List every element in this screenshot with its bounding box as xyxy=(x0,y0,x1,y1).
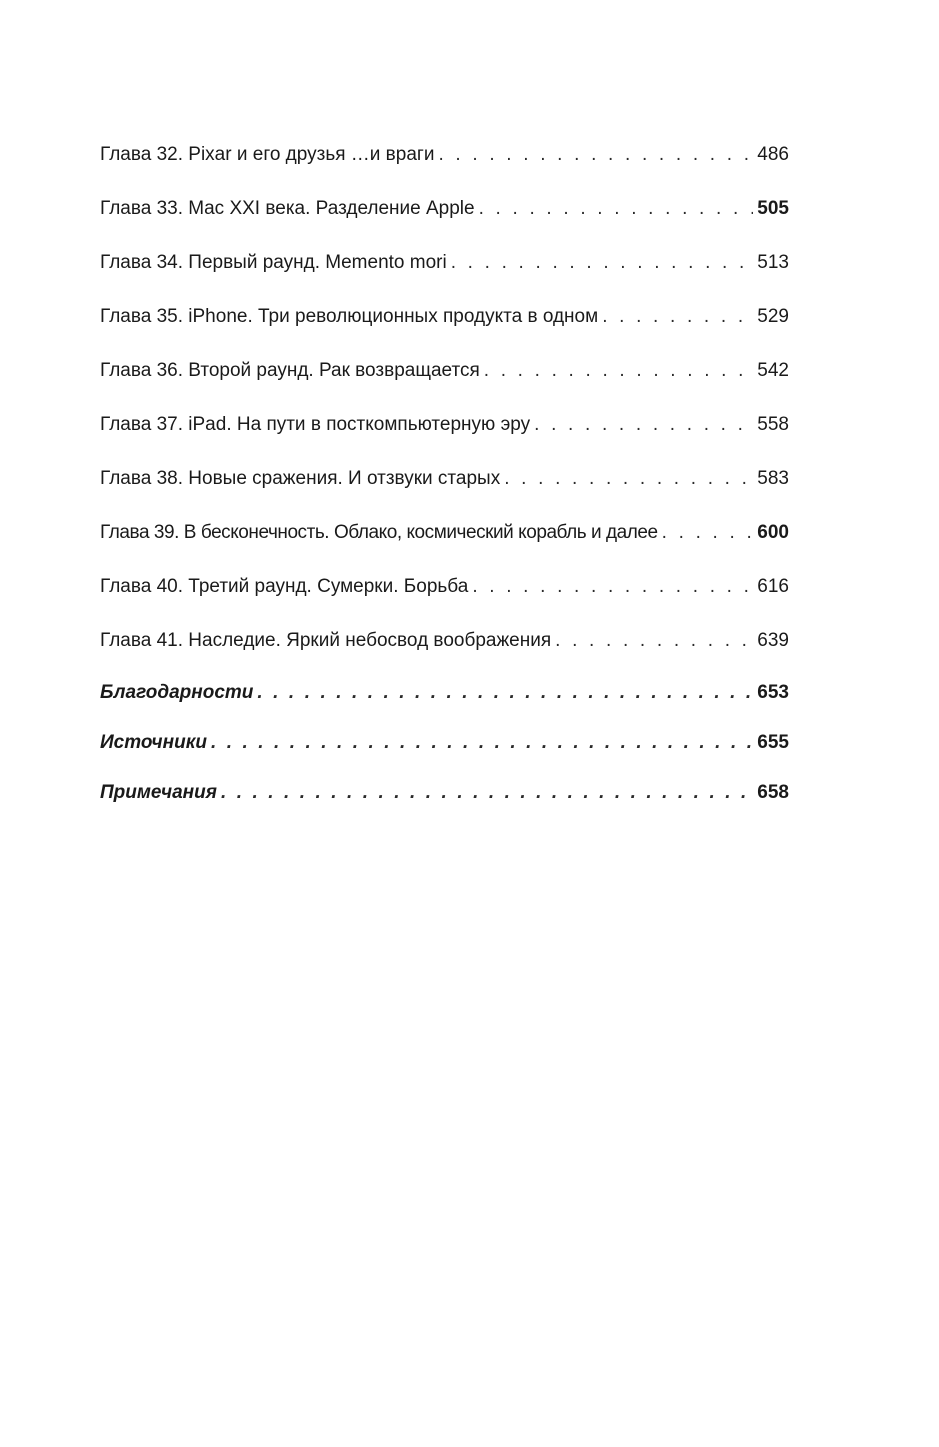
toc-leader-dots xyxy=(479,194,754,224)
toc-entry-title: Глава 34. Первый раунд. Memento mori xyxy=(100,252,447,273)
toc-entry-chapter-32 xyxy=(100,140,789,170)
toc-entry-title: Глава 38. Новые сражения. И отзвуки старых xyxy=(100,468,501,489)
toc-entry-page: 658 xyxy=(757,782,789,803)
toc-leader-dots xyxy=(602,302,753,332)
table-of-contents xyxy=(100,140,789,828)
toc-entry-page: 616 xyxy=(757,576,789,597)
toc-entry-page: 583 xyxy=(757,468,789,489)
toc-entry-title: Глава 32. Pixar и его друзья …и враги xyxy=(100,144,435,165)
toc-leader-dots xyxy=(534,410,753,440)
toc-entry-chapter-36 xyxy=(100,356,789,386)
toc-entry-chapter-34 xyxy=(100,248,789,278)
toc-entry-acknowledgements xyxy=(100,678,789,708)
toc-entry-title: Глава 39. В бесконечность. Облако, космический корабль и далее xyxy=(100,522,658,543)
toc-entry-chapter-40 xyxy=(100,572,789,602)
toc-entry-chapter-38 xyxy=(100,464,789,494)
toc-entry-page: 655 xyxy=(757,732,789,753)
toc-entry-title: Глава 37. iPad. На пути в посткомпьютерную эру xyxy=(100,414,531,435)
toc-entry-title: Источники xyxy=(100,732,207,753)
toc-entry-page: 558 xyxy=(757,414,789,435)
toc-leader-dots xyxy=(555,626,753,656)
toc-leader-dots xyxy=(504,464,753,494)
toc-entry-chapter-37 xyxy=(100,410,789,440)
toc-entry-title: Глава 33. Mac XXI века. Разделение Apple xyxy=(100,198,475,219)
toc-entry-page: 513 xyxy=(757,252,789,273)
toc-leader-dots xyxy=(484,356,754,386)
toc-entry-chapter-35 xyxy=(100,302,789,332)
toc-entry-title: Глава 40. Третий раунд. Сумерки. Борьба xyxy=(100,576,469,597)
toc-entry-chapter-33 xyxy=(100,194,789,224)
toc-entry-page: 542 xyxy=(757,360,789,381)
toc-entry-page: 653 xyxy=(757,682,789,703)
toc-leader-dots xyxy=(221,778,753,808)
toc-entry-chapter-39 xyxy=(100,518,789,548)
toc-entry-title: Глава 35. iPhone. Три революционных продукта в одном xyxy=(100,306,599,327)
toc-leader-dots xyxy=(451,248,754,278)
toc-entry-title: Глава 36. Второй раунд. Рак возвращается xyxy=(100,360,480,381)
toc-entry-title: Благодарности xyxy=(100,682,254,703)
toc-leader-dots xyxy=(438,140,753,170)
toc-entry-page: 529 xyxy=(757,306,789,327)
toc-entry-page: 486 xyxy=(757,144,789,165)
toc-leader-dots xyxy=(472,572,753,602)
toc-entry-page: 600 xyxy=(757,522,789,543)
toc-entry-chapter-41 xyxy=(100,626,789,656)
toc-entry-page: 639 xyxy=(757,630,789,651)
toc-entry-sources xyxy=(100,728,789,758)
toc-leader-dots xyxy=(257,678,753,708)
toc-leader-dots xyxy=(662,518,754,548)
toc-entry-title: Примечания xyxy=(100,782,217,803)
toc-leader-dots xyxy=(211,728,753,758)
toc-entry-page: 505 xyxy=(757,198,789,219)
toc-entry-title: Глава 41. Наследие. Яркий небосвод воображения xyxy=(100,630,552,651)
toc-entry-notes xyxy=(100,778,789,808)
